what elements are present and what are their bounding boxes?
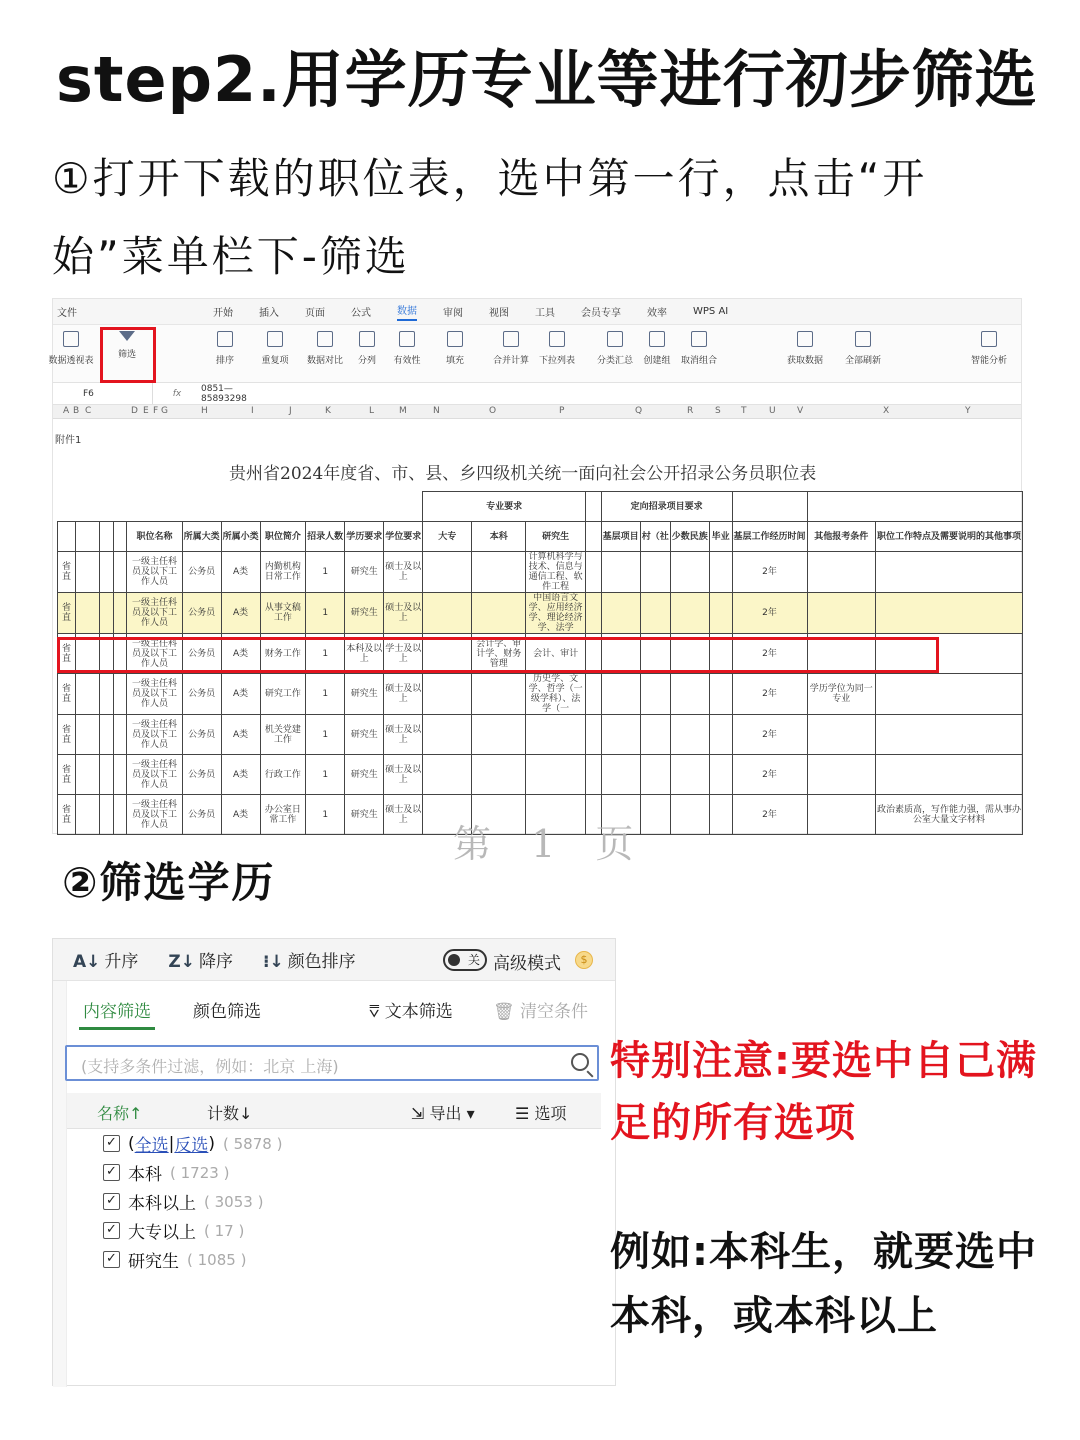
dropdown-list-icon (549, 331, 565, 347)
header-village[interactable]: 村（社 (640, 522, 670, 552)
table-cell[interactable] (875, 755, 1022, 795)
table-cell[interactable] (526, 715, 586, 755)
list-item[interactable]: ✓ 大专以上 ( 17 ) (103, 1216, 282, 1245)
get-data-button[interactable]: 获取数据 (779, 331, 831, 366)
table-cell[interactable] (709, 755, 732, 795)
menu-insert[interactable]: 插入 (259, 308, 279, 319)
header-highlight-box (57, 637, 939, 673)
table-cell[interactable]: 公务员 (182, 593, 221, 634)
col-c[interactable]: C (85, 406, 92, 416)
table-cell[interactable]: 2年 (732, 634, 807, 674)
table-cell[interactable] (472, 755, 526, 795)
table-cell[interactable]: 会计学、审计学、财务管理 (472, 634, 526, 674)
formula-bar (53, 383, 1021, 405)
table-row[interactable] (58, 755, 1023, 795)
col-f[interactable]: F (153, 406, 159, 416)
table-cell[interactable] (423, 674, 472, 715)
table-cell[interactable]: 中国语言文学、应用经济学、理论经济学、法学 (526, 593, 586, 634)
col-j[interactable]: J (289, 406, 292, 416)
ribbon-toolbar (48, 325, 1021, 383)
list-item-select-all[interactable]: ✓ ( 全选 | 反选 ) ( 5878 ) (103, 1129, 282, 1158)
table-cell[interactable]: 1 (306, 593, 345, 634)
table-cell[interactable] (423, 593, 472, 634)
table-row[interactable] (58, 715, 1023, 755)
table-cell[interactable] (670, 674, 709, 715)
split-button[interactable]: 分列 (341, 331, 393, 366)
page-watermark: 第 1 页 (453, 822, 648, 866)
table-cell[interactable] (875, 715, 1022, 755)
menu-bar (53, 299, 1021, 325)
checkbox[interactable]: ✓ (103, 1193, 120, 1210)
table-cell[interactable]: 研究生 (345, 593, 384, 634)
tab-content-filter[interactable]: 内容筛选 (83, 997, 151, 1022)
get-data-icon (797, 331, 813, 347)
list-item[interactable]: ✓ 研究生 ( 1085 ) (103, 1245, 282, 1274)
table-cell[interactable]: 省直 (58, 795, 76, 835)
sheet-area (53, 421, 1023, 866)
table-cell[interactable] (807, 795, 875, 835)
header-row[interactable] (58, 522, 1023, 552)
sort-icon (217, 331, 233, 347)
checkbox[interactable]: ✓ (103, 1251, 120, 1268)
item-count: 1085 (197, 1250, 236, 1269)
table-cell[interactable] (472, 552, 526, 593)
col-d[interactable]: D (131, 406, 138, 416)
table-cell[interactable]: 2年 (732, 674, 807, 715)
table-cell[interactable]: 政治素质高，写作能力强，需从事办公室大量文字材料 (875, 795, 1022, 835)
table-cell[interactable]: 财务工作 (260, 634, 306, 674)
refresh-all-button[interactable]: 全部刷新 (837, 331, 889, 366)
checkbox[interactable]: ✓ (103, 1222, 120, 1239)
table-cell[interactable] (114, 795, 127, 835)
smart-analysis-button[interactable]: 智能分析 (963, 331, 1015, 366)
header-group-row (58, 492, 1023, 522)
table-cell[interactable]: 公务员 (182, 755, 221, 795)
table-cell[interactable]: 计算机科学与技术、信息与通信工程、软件工程 (526, 552, 586, 593)
item-count: 17 (214, 1221, 234, 1240)
table-cell[interactable]: 2年 (732, 715, 807, 755)
sort-by-count[interactable]: 计数↓ (207, 1104, 253, 1123)
table-cell[interactable]: 研究工作 (260, 674, 306, 715)
attachment-label: 附件1 (55, 435, 82, 446)
table-cell[interactable] (99, 795, 113, 835)
table-cell[interactable]: 历史学、文学、哲学（一级学科）、法学（一 (526, 674, 586, 715)
col-p[interactable]: P (559, 406, 565, 416)
filter-panel (52, 938, 616, 1386)
sort-asc-icon: A↓ (73, 952, 101, 972)
table-cell[interactable]: 办公室日常工作 (260, 795, 306, 835)
table-cell[interactable]: 会计、审计 (526, 634, 586, 674)
table-row[interactable] (58, 593, 1023, 634)
menu-home[interactable]: 开始 (213, 308, 233, 319)
table-cell[interactable] (586, 552, 602, 593)
table-cell[interactable] (99, 755, 113, 795)
table-cell[interactable]: 从事文稿工作 (260, 593, 306, 634)
duplicate-button[interactable]: 重复项 (249, 331, 301, 366)
table-cell[interactable]: 公务员 (182, 552, 221, 593)
table-cell[interactable] (586, 715, 602, 755)
header-count[interactable]: 招录人数 (306, 522, 345, 552)
col-a[interactable]: A (63, 406, 70, 416)
table-cell[interactable]: 本科及以上 (345, 634, 384, 674)
analysis-icon (981, 331, 997, 347)
table-cell[interactable] (99, 552, 113, 593)
table-row[interactable] (58, 552, 1023, 593)
header-category[interactable]: 所属大类 (182, 522, 221, 552)
example-note: 例如:本科生，就要选中本科，或本科以上 (610, 1229, 1037, 1339)
sheet-title: 贵州省2024年度省、市、县、乡四级机关统一面向社会公开招录公务员职位表 (229, 464, 817, 484)
sort-bar (53, 939, 615, 981)
sort-button[interactable]: 排序 (199, 331, 251, 366)
col-r[interactable]: R (687, 406, 694, 416)
table-cell[interactable]: 一级主任科员及以下工作人员 (127, 755, 182, 795)
fill-button[interactable]: 填充 (429, 331, 481, 366)
table-cell[interactable]: A类 (221, 674, 260, 715)
table-cell[interactable] (807, 593, 875, 634)
table-cell[interactable] (114, 674, 127, 715)
table-cell[interactable]: 省直 (58, 552, 76, 593)
major-requirement-header: 专业要求 (423, 492, 586, 522)
menu-icon: ☰ (515, 1104, 535, 1123)
menu-data[interactable]: 数据 (397, 302, 417, 321)
col-q[interactable]: Q (635, 406, 643, 416)
export-icon: ⇲ (411, 1104, 430, 1123)
col-v[interactable]: V (797, 406, 804, 416)
table-cell[interactable]: 一级主任科员及以下工作人员 (127, 715, 182, 755)
header-description[interactable]: 职位简介 (260, 522, 306, 552)
table-cell[interactable] (99, 674, 113, 715)
table-cell[interactable] (670, 715, 709, 755)
options-button[interactable]: ☰ 选项 (515, 1104, 567, 1123)
group-icon (649, 331, 665, 347)
table-cell[interactable]: 学士及以上 (384, 634, 423, 674)
subtotal-icon (607, 331, 623, 347)
col-y[interactable]: Y (965, 406, 971, 416)
header-junior-college[interactable]: 大专 (423, 522, 472, 552)
table-cell[interactable]: 一级主任科员及以下工作人员 (127, 634, 182, 674)
table-cell[interactable]: 公务员 (182, 715, 221, 755)
table-cell[interactable] (601, 715, 640, 755)
select-all-link[interactable]: 全选 (134, 1136, 169, 1156)
invert-link[interactable]: 反选 (174, 1136, 209, 1156)
table-cell[interactable] (709, 715, 732, 755)
table-cell[interactable]: 1 (306, 674, 345, 715)
sort-ascending-button[interactable]: A↓ 升序 (73, 952, 139, 972)
dropdown-list-button[interactable]: 下拉列表 (531, 331, 583, 366)
table-cell[interactable] (99, 593, 113, 634)
member-coin-icon: $ (575, 951, 593, 969)
table-cell[interactable]: 公务员 (182, 634, 221, 674)
table-cell[interactable]: 省直 (58, 634, 76, 674)
table-cell[interactable]: 一级主任科员及以下工作人员 (127, 795, 182, 835)
panel-left-strip (53, 981, 67, 1387)
header-degree[interactable]: 学位要求 (384, 522, 423, 552)
consolidate-icon (503, 331, 519, 347)
duplicate-icon (267, 331, 283, 347)
formula-input[interactable]: 0851—85893298 (201, 383, 247, 404)
validity-button[interactable]: 有效性 (381, 331, 433, 366)
table-cell[interactable] (640, 593, 670, 634)
split-icon (359, 331, 375, 347)
list-item[interactable]: ✓ 本科 ( 1723 ) (103, 1158, 282, 1187)
consolidate-button[interactable]: 合并计算 (485, 331, 537, 366)
menu-view[interactable]: 视图 (489, 308, 509, 319)
fill-icon (447, 331, 463, 347)
pivot-table-button[interactable]: 数据透视表 (45, 331, 97, 366)
table-cell[interactable]: 行政工作 (260, 755, 306, 795)
table-cell[interactable] (709, 552, 732, 593)
table-cell[interactable] (586, 755, 602, 795)
col-i[interactable]: I (251, 406, 254, 416)
table-cell[interactable]: 省直 (58, 593, 76, 634)
table-cell[interactable]: A类 (221, 795, 260, 835)
refresh-icon (855, 331, 871, 347)
table-cell[interactable]: 硕士及以上 (384, 795, 423, 835)
table-cell[interactable] (640, 674, 670, 715)
sort-desc-icon: Z↓ (168, 952, 195, 972)
table-cell[interactable] (807, 755, 875, 795)
col-t[interactable]: T (741, 406, 747, 416)
pivot-icon (63, 331, 79, 347)
table-cell[interactable] (75, 755, 99, 795)
table-cell[interactable]: 2年 (732, 795, 807, 835)
clear-conditions-button[interactable]: 🗑 清空条件 (493, 1002, 588, 1022)
table-cell[interactable] (472, 715, 526, 755)
col-u[interactable]: U (769, 406, 776, 416)
table-cell[interactable] (601, 755, 640, 795)
table-cell[interactable] (601, 593, 640, 634)
table-cell[interactable]: 研究生 (345, 552, 384, 593)
color-sort-button[interactable]: ⁝↓ 颜色排序 (262, 952, 356, 972)
compare-icon (317, 331, 333, 347)
col-l[interactable]: L (369, 406, 375, 416)
table-cell[interactable]: 省直 (58, 755, 76, 795)
trash-icon: 🗑 (493, 1002, 520, 1022)
table-cell[interactable] (807, 552, 875, 593)
table-cell[interactable] (586, 674, 602, 715)
table-cell[interactable]: 省直 (58, 715, 76, 755)
table-cell[interactable] (586, 593, 602, 634)
filter-button[interactable]: 筛选 (101, 331, 153, 360)
table-cell[interactable]: A类 (221, 715, 260, 755)
table-cell[interactable] (709, 593, 732, 634)
filter-tabs (53, 981, 615, 1037)
col-m[interactable]: M (399, 406, 407, 416)
table-cell[interactable]: 公务员 (182, 795, 221, 835)
table-cell[interactable] (114, 755, 127, 795)
export-button[interactable]: ⇲ 导出 ▾ (411, 1104, 475, 1123)
subtotal-button[interactable]: 分类汇总 (589, 331, 641, 366)
advanced-mode-toggle[interactable]: 关 (443, 949, 487, 971)
item-label: 本科 (128, 1165, 162, 1185)
column-header-row (53, 405, 1021, 419)
table-cell[interactable] (709, 795, 732, 835)
table-cell[interactable]: 研究生 (345, 795, 384, 835)
step1-instruction: ①打开下载的职位表，选中第一行，点击“开始”菜单栏下-筛选 (52, 154, 928, 281)
item-count: 1723 (180, 1163, 219, 1182)
table-cell[interactable] (472, 674, 526, 715)
tab-color-filter[interactable]: 颜色筛选 (193, 1002, 261, 1022)
table-cell[interactable]: 硕士及以上 (384, 755, 423, 795)
header-education[interactable]: 学历要求 (345, 522, 384, 552)
table-cell[interactable] (807, 715, 875, 755)
table-cell[interactable] (75, 795, 99, 835)
sort-by-name[interactable]: 名称↑ (97, 1104, 143, 1123)
page-title: step2.用学历专业等进行初步筛选 (56, 43, 1038, 116)
table-cell[interactable]: 一级主任科员及以下工作人员 (127, 552, 182, 593)
col-s[interactable]: S (715, 406, 721, 416)
list-item[interactable]: ✓ 本科以上 ( 3053 ) (103, 1187, 282, 1216)
table-cell[interactable]: 研究生 (345, 715, 384, 755)
table-cell[interactable] (75, 593, 99, 634)
col-h[interactable]: H (201, 406, 208, 416)
header-minority[interactable]: 少数民族 (670, 522, 709, 552)
table-cell[interactable]: 研究生 (345, 674, 384, 715)
compare-button[interactable]: 数据对比 (299, 331, 351, 366)
table-cell[interactable]: 2年 (732, 755, 807, 795)
table-cell[interactable]: 一级主任科员及以下工作人员 (127, 674, 182, 715)
table-row[interactable] (58, 674, 1023, 715)
table-cell[interactable]: 2年 (732, 552, 807, 593)
menu-review[interactable]: 审阅 (443, 308, 463, 319)
table-cell[interactable] (875, 593, 1022, 634)
step2-title: ②筛选学历 (62, 858, 276, 907)
menu-tools[interactable]: 工具 (535, 308, 555, 319)
table-cell[interactable] (114, 552, 127, 593)
group-button[interactable]: 创建组 (631, 331, 683, 366)
table-cell[interactable] (472, 593, 526, 634)
table-cell[interactable] (601, 674, 640, 715)
table-cell[interactable]: A类 (221, 634, 260, 674)
item-label: 本科以上 (128, 1194, 196, 1214)
header-graduate[interactable]: 研究生 (526, 522, 586, 552)
table-cell[interactable] (670, 552, 709, 593)
col-b[interactable]: B (73, 406, 80, 416)
table-cell[interactable] (114, 715, 127, 755)
funnel-icon: ⩢ (369, 1002, 385, 1022)
filter-search-input[interactable]: (支持多条件过滤，例如：北京 上海) (65, 1045, 599, 1081)
col-x[interactable]: X (883, 406, 890, 416)
table-cell[interactable]: 1 (306, 795, 345, 835)
table-cell[interactable] (640, 755, 670, 795)
table-cell[interactable] (423, 552, 472, 593)
table-cell[interactable]: 硕士及以上 (384, 552, 423, 593)
table-cell[interactable]: A类 (221, 755, 260, 795)
table-cell[interactable]: 省直 (58, 674, 76, 715)
list-header (67, 1093, 601, 1129)
table-cell[interactable]: 硕士及以上 (384, 593, 423, 634)
table-cell[interactable]: 1 (306, 715, 345, 755)
table-cell[interactable]: 1 (306, 755, 345, 795)
table-cell[interactable] (75, 552, 99, 593)
warning-note: 特别注意:要选中自己满足的所有选项 (610, 1038, 1037, 1146)
table-cell[interactable] (75, 674, 99, 715)
advanced-mode-label: 高级模式 (493, 954, 561, 974)
table-cell[interactable]: 一级主任科员及以下工作人员 (127, 593, 182, 634)
text-filter-button[interactable]: ⩢ 文本筛选 (369, 1002, 453, 1022)
table-cell[interactable]: 公务员 (182, 674, 221, 715)
table-cell[interactable] (640, 552, 670, 593)
table-cell[interactable]: 2年 (732, 593, 807, 634)
table-cell[interactable] (75, 715, 99, 755)
table-cell[interactable]: 1 (306, 552, 345, 593)
filter-highlight-box (100, 327, 156, 383)
menu-wps-ai[interactable]: WPS AI (693, 306, 729, 317)
table-cell[interactable]: 学历学位为同一专业 (807, 674, 875, 715)
table-cell[interactable] (99, 715, 113, 755)
table-cell[interactable]: 内勤机构日常工作 (260, 552, 306, 593)
checkbox[interactable]: ✓ (103, 1135, 120, 1152)
table-cell[interactable]: A类 (221, 593, 260, 634)
header-notes[interactable]: 职位工作特点及需要说明的其他事项 (875, 522, 1022, 552)
item-label: 研究生 (128, 1252, 179, 1272)
ungroup-icon (691, 331, 707, 347)
name-box[interactable]: F6 (53, 383, 153, 404)
table-cell[interactable]: 硕士及以上 (384, 674, 423, 715)
table-cell[interactable] (670, 795, 709, 835)
col-o[interactable]: O (489, 406, 497, 416)
col-g[interactable]: G (161, 406, 168, 416)
target-requirement-header: 定向招录项目要求 (601, 492, 732, 522)
table-cell[interactable]: 机关党建工作 (260, 715, 306, 755)
table-cell[interactable] (875, 674, 1022, 715)
table-cell[interactable] (114, 593, 127, 634)
table-cell[interactable] (423, 715, 472, 755)
header-position-name[interactable]: 职位名称 (127, 522, 182, 552)
col-e[interactable]: E (143, 406, 149, 416)
color-sort-icon: ⁝↓ (262, 952, 284, 972)
search-icon[interactable] (571, 1053, 589, 1071)
filter-options-list (103, 1129, 282, 1274)
item-count: 3053 (214, 1192, 253, 1211)
menu-formula[interactable]: 公式 (351, 308, 371, 319)
menu-efficiency[interactable]: 效率 (647, 308, 667, 319)
menu-file[interactable]: 文件 (57, 308, 77, 319)
table-cell[interactable]: A类 (221, 552, 260, 593)
header-grassroots[interactable]: 基层项目 (601, 522, 640, 552)
item-count: 5878 (233, 1134, 272, 1153)
validity-icon (399, 331, 415, 347)
table-cell[interactable]: 1 (306, 634, 345, 674)
header-work-years[interactable]: 基层工作经历时间 (732, 522, 807, 552)
table-cell[interactable] (875, 552, 1022, 593)
table-cell[interactable] (601, 552, 640, 593)
menu-member[interactable]: 会员专享 (581, 308, 621, 319)
table-cell[interactable]: 研究生 (345, 755, 384, 795)
header-bachelor[interactable]: 本科 (472, 522, 526, 552)
table-cell[interactable]: 硕士及以上 (384, 715, 423, 755)
table-cell[interactable] (670, 593, 709, 634)
header-other-conditions[interactable]: 其他报考条件 (807, 522, 875, 552)
menu-page[interactable]: 页面 (305, 308, 325, 319)
col-n[interactable]: N (433, 406, 440, 416)
fx-icon: fx (172, 388, 182, 399)
item-label: 大专以上 (128, 1223, 196, 1243)
table-cell[interactable] (423, 755, 472, 795)
spreadsheet-screenshot (48, 298, 1022, 866)
ungroup-button[interactable]: 取消组合 (673, 331, 725, 366)
col-k[interactable]: K (325, 406, 331, 416)
table-cell[interactable] (709, 674, 732, 715)
header-subcategory[interactable]: 所属小类 (221, 522, 260, 552)
sort-descending-button[interactable]: Z↓ 降序 (168, 952, 233, 972)
table-cell[interactable] (640, 715, 670, 755)
table-cell[interactable] (670, 755, 709, 795)
header-graduate-status[interactable]: 毕业 (709, 522, 732, 552)
table-cell[interactable] (526, 755, 586, 795)
checkbox[interactable]: ✓ (103, 1164, 120, 1181)
